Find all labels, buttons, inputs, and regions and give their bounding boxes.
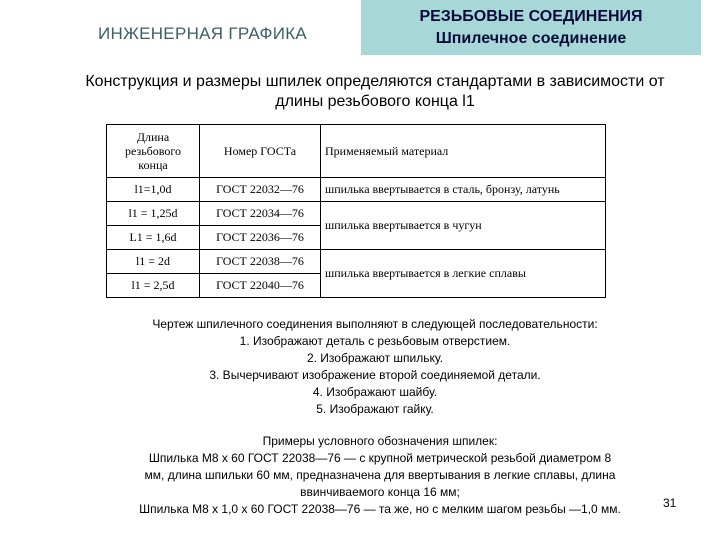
procedure-step: 4. Изображают шайбу. bbox=[312, 385, 438, 399]
course-title: ИНЖЕНЕРНАЯ ГРАФИКА bbox=[98, 24, 308, 43]
example-line: Шпилька М8 х 60 ГОСТ 22038—76 — с крупной метрической резьбой диаметром 8 bbox=[148, 451, 612, 465]
gost-table bbox=[106, 124, 606, 298]
example-line: ввинчиваемого конца 16 мм; bbox=[300, 485, 460, 499]
cell-material: шпилька ввертывается в сталь, бронзу, латунь bbox=[321, 178, 606, 202]
cell-length: l1 = 2d bbox=[107, 250, 200, 274]
procedure-step: 3. Вычерчивают изображение второй соединяемой детали. bbox=[209, 368, 541, 382]
header-length-line-2: резьбового bbox=[125, 144, 181, 158]
example-line: мм, длина шпильки 60 мм, предназначена для ввертывания в легкие сплавы, длина bbox=[144, 468, 616, 482]
procedure-step: 1. Изображают деталь с резьбовым отверстием. bbox=[239, 334, 511, 348]
topic-header bbox=[361, 0, 701, 55]
intro-text: Конструкция и размеры шпилек определяются стандартами в зависимости от длины резьбового конца l1 bbox=[85, 73, 665, 110]
cell-gost: ГОСТ 22034—76 bbox=[200, 202, 321, 226]
topic-title: РЕЗЬБОВЫЕ СОЕДИНЕНИЯ bbox=[419, 8, 643, 25]
table-row bbox=[107, 250, 606, 274]
example-line: Шпилька М8 х 1,0 х 60 ГОСТ 22038—76 — та же, но с мелким шагом резьбы —1,0 мм. bbox=[139, 502, 621, 516]
header-length-line-1: Длина bbox=[136, 130, 170, 144]
procedure-step: 2. Изображают шпильку. bbox=[306, 351, 444, 365]
cell-gost: ГОСТ 22038—76 bbox=[200, 250, 321, 274]
table-header-row bbox=[107, 125, 606, 178]
cell-length: l1 = 2,5d bbox=[107, 274, 200, 298]
procedure-step: 5. Изображают гайку. bbox=[316, 402, 434, 416]
procedure-section bbox=[110, 316, 640, 418]
header-length-line-3: конца bbox=[138, 158, 168, 172]
examples-section bbox=[100, 433, 660, 518]
table-row bbox=[107, 178, 606, 202]
page-number: 31 bbox=[663, 496, 677, 510]
cell-length: l1=1,0d bbox=[107, 178, 200, 202]
cell-gost: ГОСТ 22036—76 bbox=[200, 226, 321, 250]
cell-material: шпилька ввертывается в легкие сплавы bbox=[321, 250, 606, 298]
cell-length: l1 = 1,25d bbox=[107, 202, 200, 226]
table-row bbox=[107, 202, 606, 226]
cell-length: L1 = 1,6d bbox=[107, 226, 200, 250]
header-material: Применяемый материал bbox=[321, 125, 606, 178]
cell-gost: ГОСТ 22032—76 bbox=[200, 178, 321, 202]
cell-gost: ГОСТ 22040—76 bbox=[200, 274, 321, 298]
cell-material: шпилька ввертывается в чугун bbox=[321, 202, 606, 250]
procedure-intro: Чертеж шпилечного соединения выполняют в следующей последовательности: bbox=[152, 317, 598, 331]
header-length bbox=[107, 125, 200, 178]
header-gost: Номер ГОСТа bbox=[200, 125, 321, 178]
topic-subtitle: Шпилечное соединение bbox=[435, 30, 627, 47]
examples-title: Примеры условного обозначения шпилек: bbox=[262, 434, 498, 448]
